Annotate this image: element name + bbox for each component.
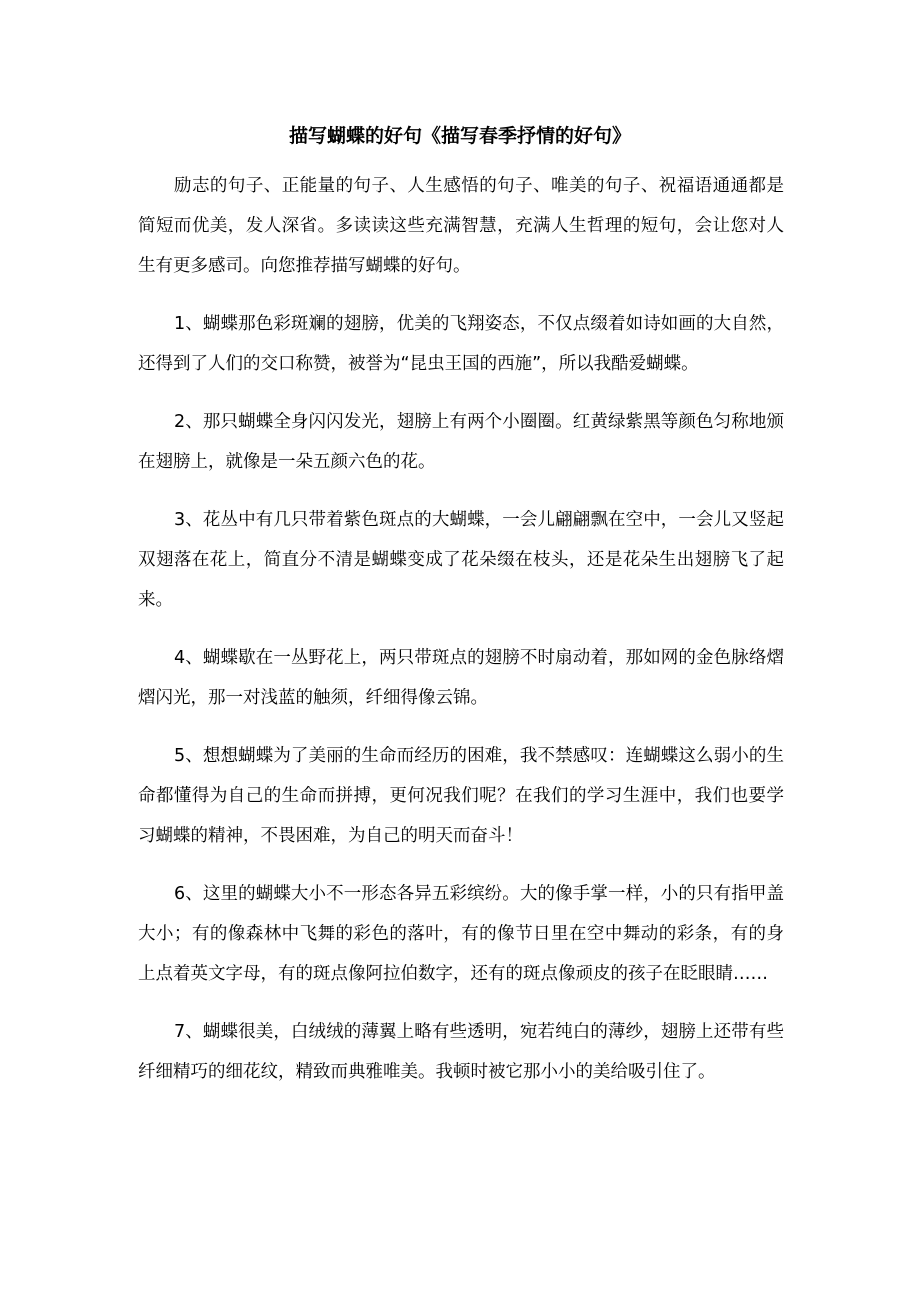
- sentence-paragraph-6: 6、这里的蝴蝶大小不一形态各异五彩缤纷。大的像手掌一样，小的只有指甲盖大小；有的像森林中飞舞的彩色的落叶，有的像节日里在空中舞动的彩条，有的身上点着英文字母，有的斑点像阿拉伯数字，还有的斑点像顽皮的孩子在眨眼睛……: [138, 884, 784, 984]
- sentence-paragraph-1: 1、蝴蝶那色彩斑斓的翅膀，优美的飞翔姿态，不仅点缀着如诗如画的大自然，还得到了人们的交口称赞，被誉为“昆虫王国的西施”，所以我酷爱蝴蝶。: [138, 314, 784, 374]
- document-body: [138, 166, 784, 1110]
- sentence-paragraph-7: 7、蝴蝶很美，白绒绒的薄翼上略有些透明，宛若纯白的薄纱，翅膀上还带有些纤细精巧的细花纹，精致而典雅唯美。我顿时被它那小小的美给吸引住了。: [138, 1022, 784, 1082]
- page-title: 描写蝴蝶的好句《描写春季抒情的好句》: [288, 125, 631, 147]
- sentence-paragraph-4: 4、蝴蝶歇在一丛野花上，两只带斑点的翅膀不时扇动着，那如网的金色脉络熠熠闪光，那一对浅蓝的触须，纤细得像云锦。: [138, 648, 784, 708]
- sentence-paragraph-2: 2、那只蝴蝶全身闪闪发光，翅膀上有两个小圈圈。红黄绿紫黑等颜色匀称地颁在翅膀上，就像是一朵五颜六色的花。: [138, 412, 784, 472]
- intro-paragraph: 励志的句子、正能量的句子、人生感悟的句子、唯美的句子、祝福语通通都是简短而优美，发人深省。多读读这些充满智慧，充满人生哲理的短句，会让您对人生有更多感司。向您推荐描写蝴蝶的好句。: [138, 176, 784, 276]
- sentence-paragraph-5: 5、想想蝴蝶为了美丽的生命而经历的困难，我不禁感叹：连蝴蝶这么弱小的生命都懂得为自己的生命而拼搏，更何况我们呢？在我们的学习生涯中，我们也要学习蝴蝶的精神，不畏困难，为自己的明天而奋斗！: [138, 746, 784, 846]
- sentence-paragraph-3: 3、花丛中有几只带着紫色斑点的大蝴蝶，一会儿翩翩飘在空中，一会儿又竖起双翅落在花上，简直分不清是蝴蝶变成了花朵缀在枝头，还是花朵生出翅膀飞了起来。: [138, 510, 784, 610]
